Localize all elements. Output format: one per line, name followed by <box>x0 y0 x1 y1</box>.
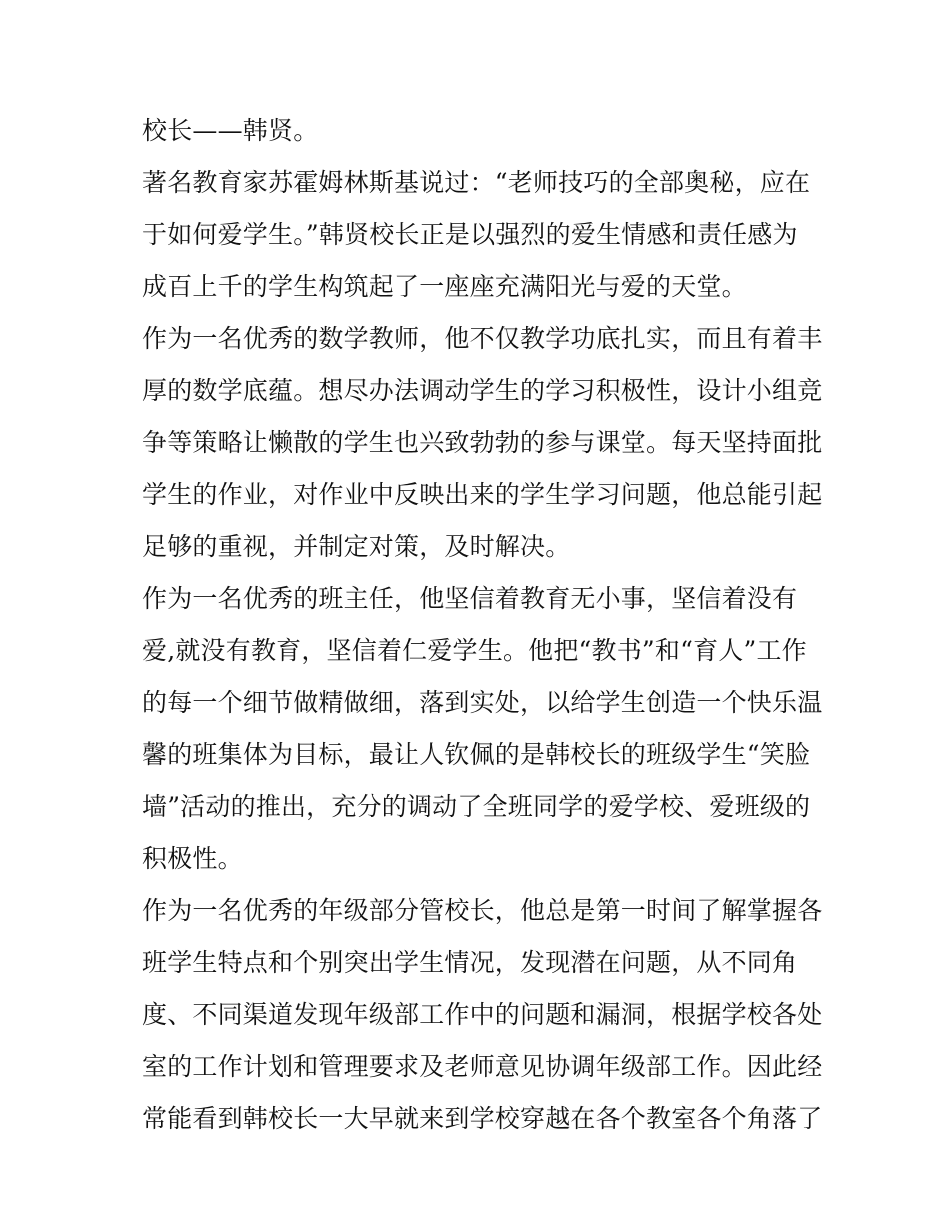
text-line: 著名教育家苏霍姆林斯基说过：“老师技巧的全部奥秘，应在 <box>142 168 811 197</box>
text-line: 足够的重视，并制定对策，及时解决。 <box>142 532 571 561</box>
text-line: 争等策略让懒散的学生也兴致勃勃的参与课堂。每天坚持面批 <box>142 428 823 457</box>
text-line: 成百上千的学生构筑起了一座座充满阳光与爱的天堂。 <box>142 272 747 301</box>
text-line: 常能看到韩校长一大早就来到学校穿越在各个教室各个角落了 <box>142 1104 823 1133</box>
text-line: 校长——韩贤。 <box>142 116 319 145</box>
text-line: 作为一名优秀的班主任，他坚信着教育无小事，坚信着没有 <box>142 584 798 613</box>
text-line: 于如何爱学生。”韩贤校长正是以强烈的爱生情感和责任感为 <box>142 220 798 249</box>
text-line: 墙”活动的推出，充分的调动了全班同学的爱学校、爱班级的 <box>142 792 811 821</box>
text-line: 室的工作计划和管理要求及老师意见协调年级部工作。因此经 <box>142 1052 823 1081</box>
text-line: 班学生特点和个别突出学生情况，发现潜在问题，从不同角 <box>142 948 798 977</box>
text-line: 学生的作业，对作业中反映出来的学生学习问题，他总能引起 <box>142 480 823 509</box>
text-line: 积极性。 <box>142 844 243 873</box>
text-line: 作为一名优秀的年级部分管校长，他总是第一时间了解掌握各 <box>142 896 823 925</box>
text-line: 爱,就没有教育，坚信着仁爱学生。他把“教书”和“育人”工作 <box>142 636 807 665</box>
document-body <box>142 105 823 1145</box>
text-line: 的每一个细节做精做细，落到实处，以给学生创造一个快乐温 <box>142 688 823 717</box>
text-line: 度、不同渠道发现年级部工作中的问题和漏洞，根据学校各处 <box>142 1000 823 1029</box>
text-line: 作为一名优秀的数学教师，他不仅教学功底扎实，而且有着丰 <box>142 324 823 353</box>
text-line: 馨的班集体为目标，最让人钦佩的是韩校长的班级学生“笑脸 <box>142 740 811 769</box>
text-line: 厚的数学底蕴。想尽办法调动学生的学习积极性，设计小组竞 <box>142 376 823 405</box>
